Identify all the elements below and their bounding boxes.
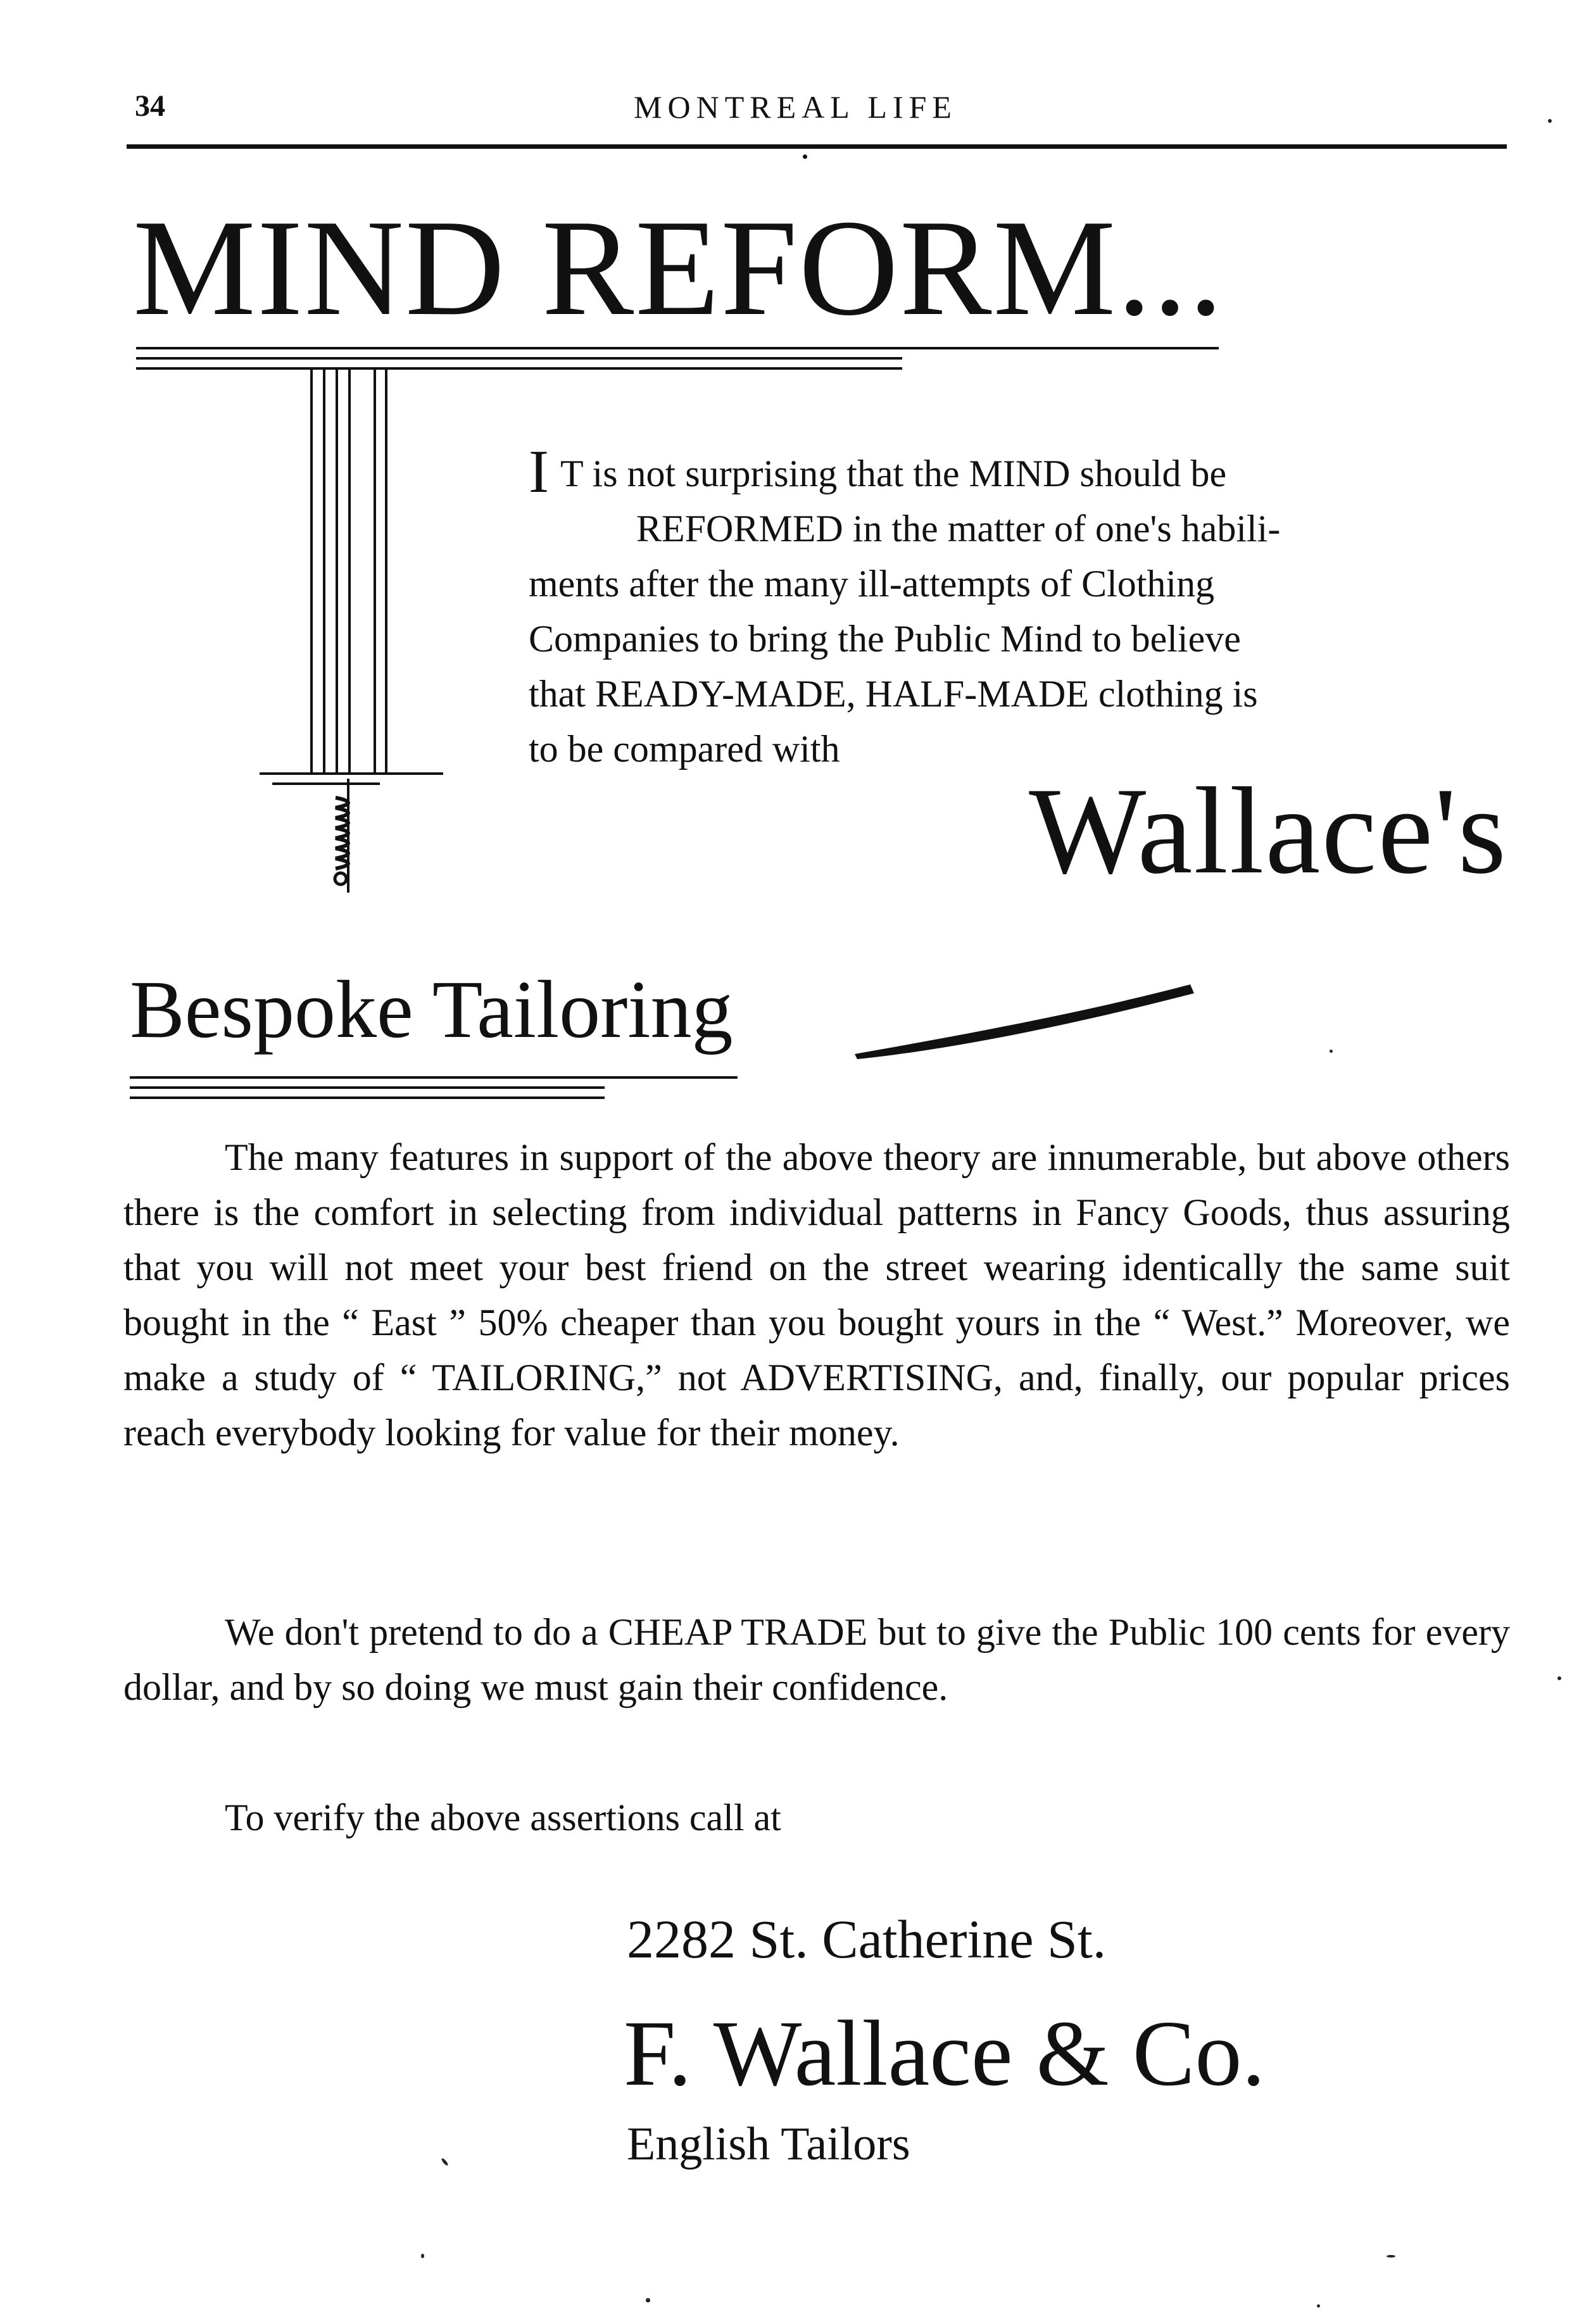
tassel-icon [260,779,450,905]
company-tagline: English Tailors [627,2118,910,2170]
paper-speck [421,2254,424,2258]
subhead: Bespoke Tailoring [130,964,733,1055]
intro-line: to be compared with [529,728,840,770]
headline-rule-short-1 [136,357,902,360]
intro-paragraph [529,437,1507,777]
paper-speck [646,2298,650,2302]
paper-speck [1557,1676,1561,1680]
page-number: 34 [135,89,165,123]
paper-speck [1548,119,1552,123]
paper-speck [1330,1050,1333,1053]
swash-flourish [848,978,1203,1067]
body-paragraph-3: To verify the above assertions call at [225,1797,781,1838]
brand-word: Wallace's [1029,762,1507,900]
body-paragraph-2: We don't pretend to do a CHEAP TRADE but to give the Public 100 cents for every dollar, and by so doing we must gain their confidence. [123,1611,1510,1708]
paper-speck [1387,2255,1395,2258]
intro-line: REFORMED in the matter of one's habili- [636,508,1281,550]
drop-cap: I [529,437,549,505]
headline: MIND REFORM... [133,192,1224,344]
intro-line: that READY-MADE, HALF-MADE clothing is [529,673,1258,715]
subhead-rule-3 [130,1096,605,1099]
intro-line: Companies to bring the Public Mind to believe [529,618,1241,660]
header-rule-ornament [803,154,807,159]
address: 2282 St. Catherine St. [627,1909,1107,1969]
headline-rule-long [136,347,1219,349]
paper-speck [441,2158,449,2166]
body-paragraph-1: The many features in support of the above theory are innumerable, but above others there is the comfort in selecting from individual patterns in Fancy Goods, thus assuring that you will not meet your best friend on the street wearing identically the same suit bought in the “ East ” 50% cheaper than you bought yours in the “ West.” Moreover, we make a study of “ TAILORING,” not ADVERTISING, and, finally, our popular prices reach everybody looking for value for their money. [123,1136,1510,1454]
running-title: MONTREAL LIFE [634,89,957,125]
intro-line: ments after the many ill-attempts of Clothing [529,563,1215,605]
company-name: F. Wallace & Co. [624,2002,1266,2106]
paper-speck [1317,2304,1320,2308]
subhead-rule-2 [130,1086,605,1089]
column-ornament [260,367,450,893]
intro-line: T is not surprising that the MIND should be [560,453,1227,494]
header-rule [127,144,1507,149]
headline-rule-short-2 [136,367,902,370]
subhead-rule-1 [130,1076,738,1079]
